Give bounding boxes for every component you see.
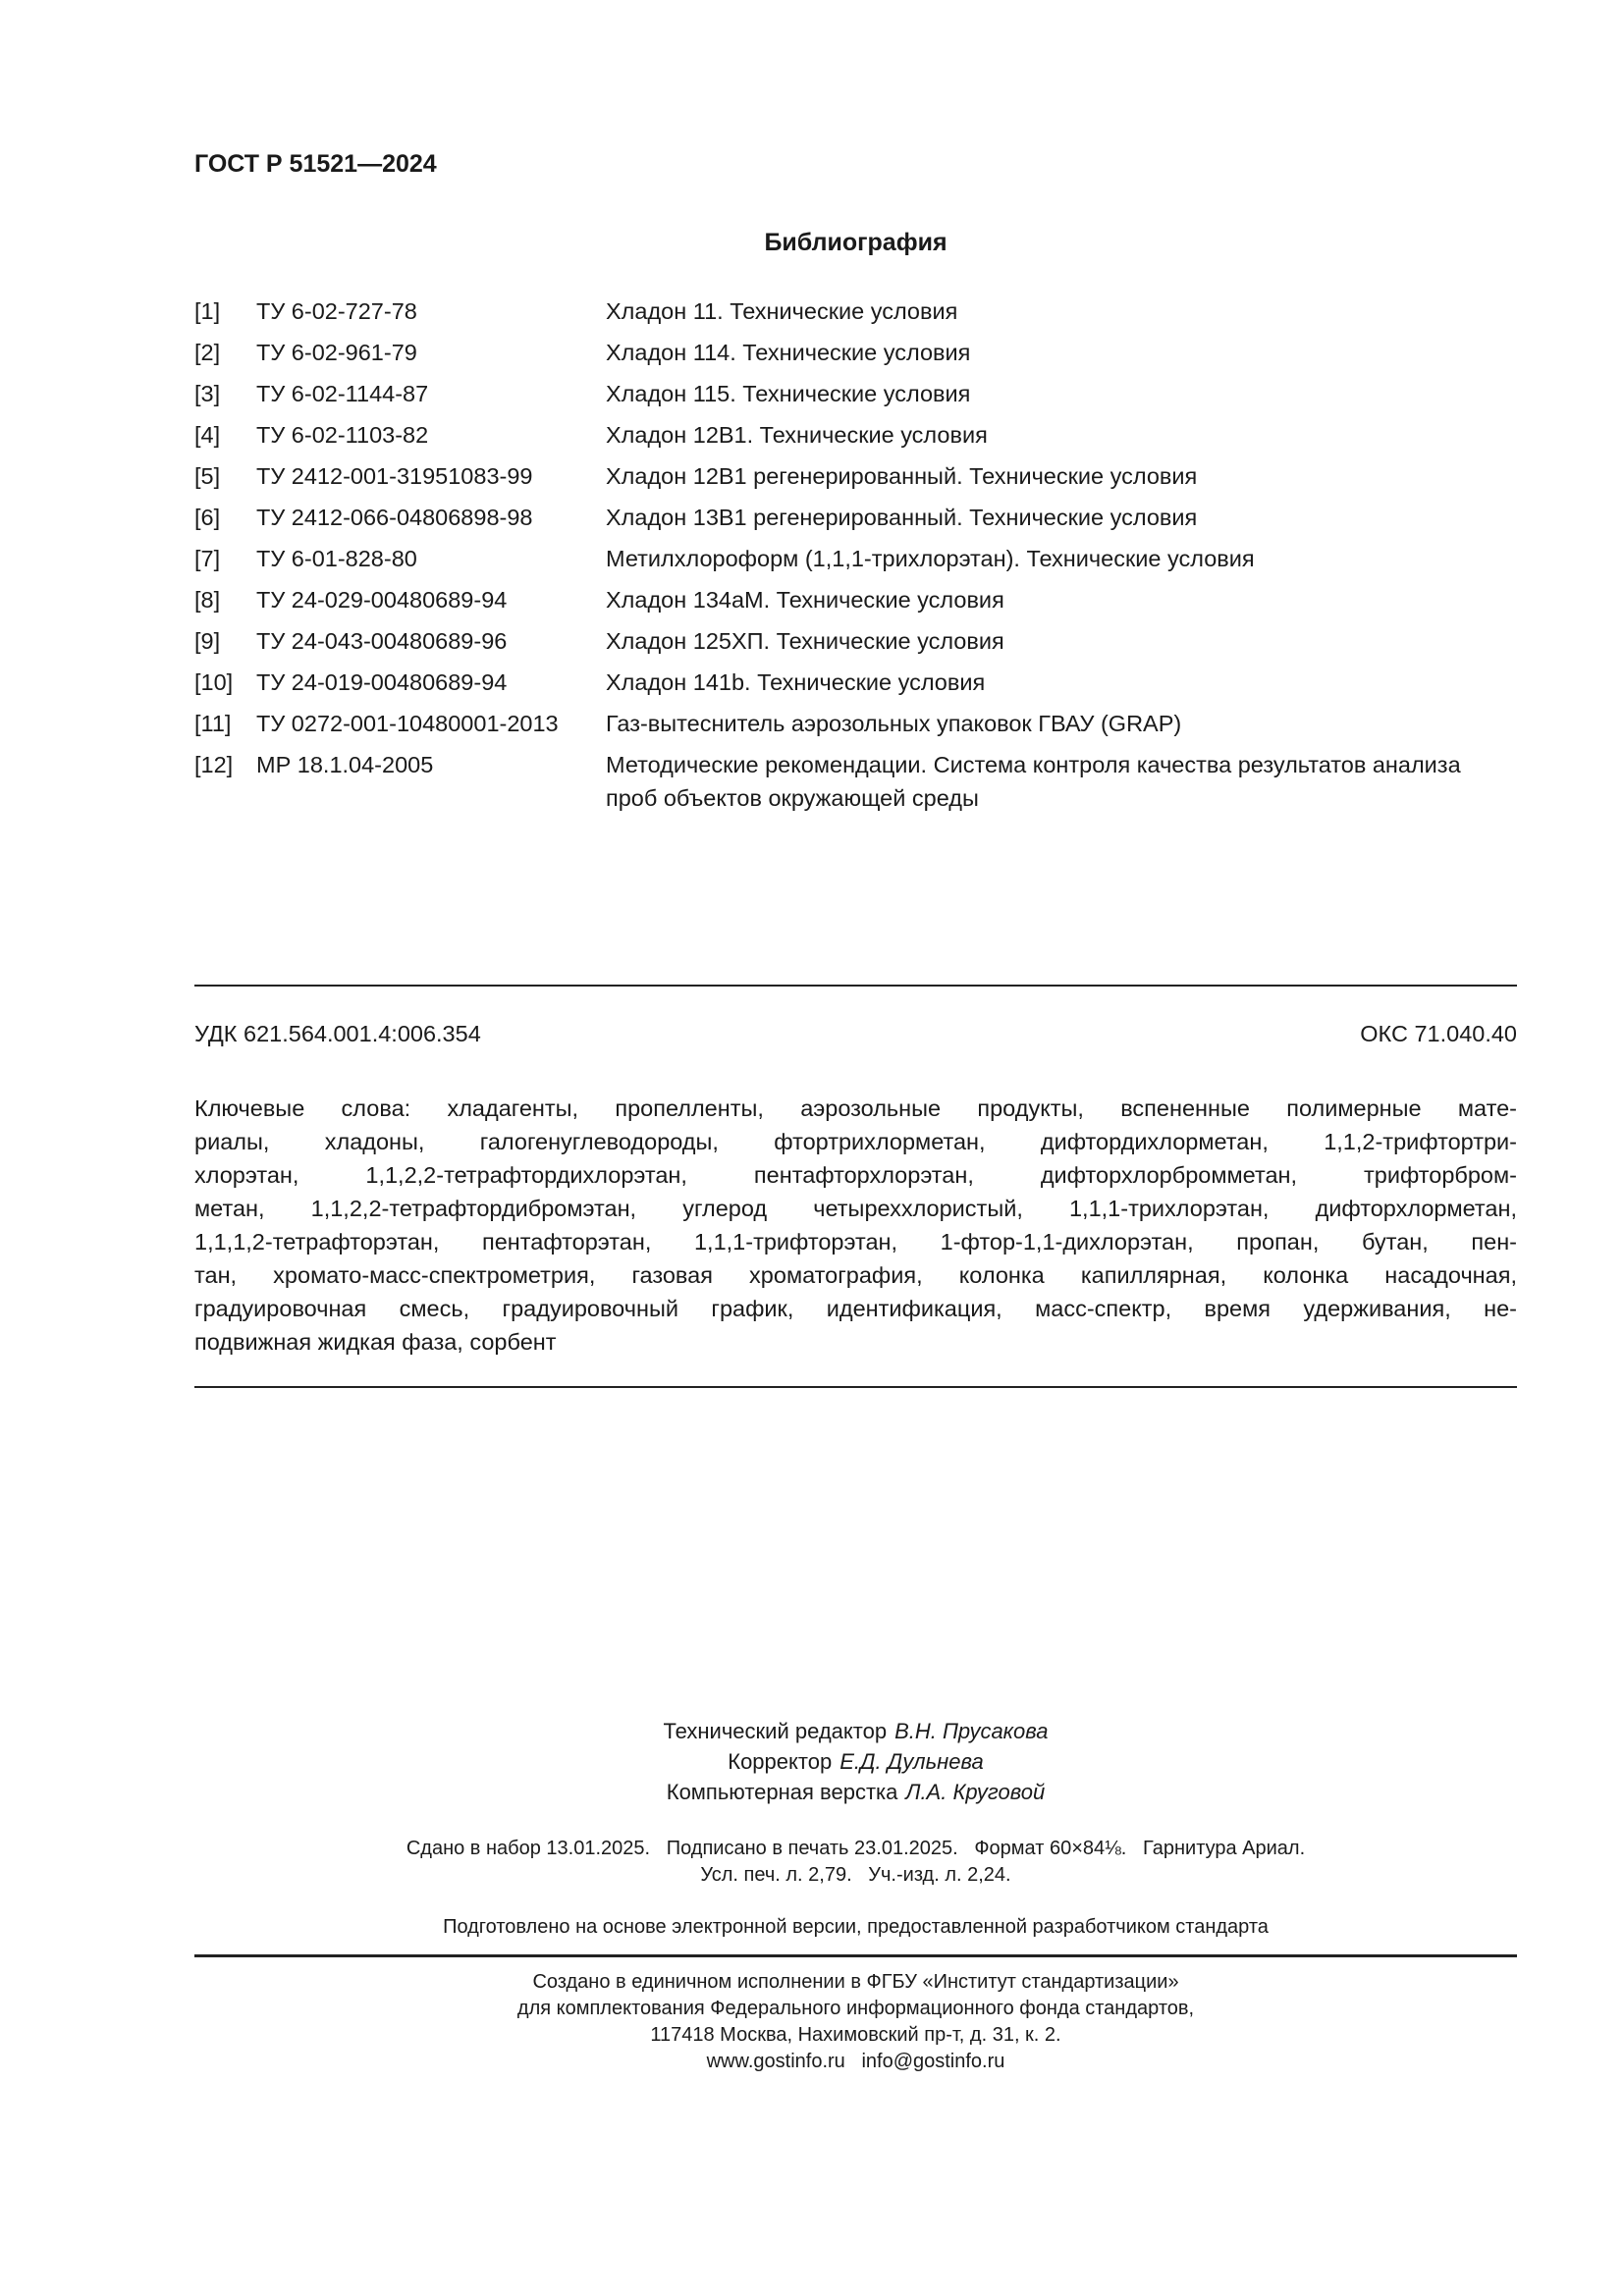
- bibliography-number: [10]: [194, 669, 234, 695]
- credit-role: Компьютерная верстка: [666, 1780, 898, 1804]
- bibliography-number: [5]: [194, 463, 221, 489]
- bibliography-code: МР 18.1.04-2005: [256, 752, 434, 777]
- publisher-line-3: 117418 Москва, Нахимовский пр-т, д. 31, к. 2.: [650, 2024, 1061, 2046]
- publisher-line-2: для комплектования Федерального информационного фонда стандартов,: [516, 1998, 1195, 2019]
- bibliography-item-title: Метилхлороформ (1,1,1-трихлорэтан). Технические условия: [606, 546, 1255, 571]
- bibliography-number: [9]: [194, 628, 221, 654]
- bibliography-number: [1]: [194, 298, 221, 324]
- keywords-line: подвижная жидкая фаза, сорбент: [194, 1329, 557, 1355]
- bibliography-number: [4]: [194, 422, 221, 448]
- udk-code: УДК 621.564.001.4:006.354: [194, 1021, 481, 1046]
- divider-keywords: [194, 1386, 1517, 1388]
- bibliography-code: ТУ 6-02-961-79: [256, 340, 417, 365]
- divider-footer: [194, 1954, 1517, 1957]
- publisher-contacts: www.gostinfo.ru info@gostinfo.ru: [706, 2051, 1005, 2072]
- bibliography-number: [11]: [194, 711, 232, 736]
- credit-name: Е.Д. Дульнева: [839, 1749, 984, 1774]
- keywords-line: Ключевые слова: хладагенты, пропелленты, аэрозольные продукты, вспененные полимерные мате-: [194, 1095, 1517, 1121]
- keywords-line: тан, хромато-масс-спектрометрия, газовая хроматография, колонка капиллярная, колонка насадочная,: [194, 1262, 1517, 1288]
- prepared-note: Подготовлено на основе электронной версии, предоставленной разработчиком стандарта: [443, 1916, 1269, 1938]
- bibliography-item-title: Хладон 12В1. Технические условия: [606, 422, 988, 448]
- bibliography-code: ТУ 6-02-1103-82: [256, 422, 429, 448]
- bibliography-item-title: Хладон 12В1 регенерированный. Технические условия: [606, 463, 1198, 489]
- keywords-line: метан, 1,1,2,2-тетрафтордибромэтан, углерод четыреххлористый, 1,1,1-трихлорэтан, дифторхлорметан,: [194, 1196, 1517, 1221]
- bibliography-item-title: Газ-вытеснитель аэрозольных упаковок ГВАУ (GRAP): [606, 711, 1182, 736]
- publisher-line-1: Создано в единичном исполнении в ФГБУ «Институт стандартизации»: [532, 1971, 1179, 1993]
- bibliography-code: ТУ 24-019-00480689-94: [256, 669, 508, 695]
- bibliography-number: [7]: [194, 546, 221, 571]
- divider-top: [194, 985, 1517, 987]
- bibliography-code: ТУ 6-01-828-80: [256, 546, 417, 571]
- credit-tech-editor: [194, 1716, 1517, 1746]
- bibliography-item-title: Хладон 11. Технические условия: [606, 298, 958, 324]
- bibliography-number: [8]: [194, 587, 221, 613]
- bibliography-item-title: Методические рекомендации. Система контроля качества результатов анализа проб объектов окружающей среды: [606, 752, 1461, 811]
- credit-role: Корректор: [728, 1749, 833, 1774]
- bibliography-item-title: Хладон 114. Технические условия: [606, 340, 971, 365]
- document-id: ГОСТ Р 51521—2024: [194, 150, 437, 178]
- credit-name: В.Н. Прусакова: [894, 1719, 1049, 1743]
- bibliography-number: [2]: [194, 340, 221, 365]
- imprint-line-2: Усл. печ. л. 2,79. Уч.-изд. л. 2,24.: [700, 1864, 1011, 1886]
- oks-code: ОКС 71.040.40: [1360, 1021, 1517, 1046]
- imprint-line-1: Сдано в набор 13.01.2025. Подписано в печать 23.01.2025. Формат 60×84⅛. Гарнитура Ариал.: [406, 1838, 1306, 1859]
- bibliography-item-title: Хладон 13В1 регенерированный. Технические условия: [606, 505, 1198, 530]
- bibliography-code: ТУ 6-02-727-78: [256, 298, 417, 324]
- keywords-line: риалы, хладоны, галогенуглеводороды, фтортрихлорметан, дифтордихлорметан, 1,1,2-трифтортри-: [194, 1129, 1517, 1154]
- bibliography-item-title: Хладон 125ХП. Технические условия: [606, 628, 1004, 654]
- bibliography-item-title: Хладон 115. Технические условия: [606, 381, 971, 406]
- bibliography-item-title: Хладон 141b. Технические условия: [606, 669, 986, 695]
- bibliography-title: Библиография: [764, 229, 947, 256]
- keywords-line: градуировочная смесь, градуировочный график, идентификация, масс-спектр, время удерживания, не-: [194, 1296, 1517, 1321]
- credit-layout: [194, 1777, 1517, 1807]
- credit-role: Технический редактор: [663, 1719, 888, 1743]
- bibliography-item-title: Хладон 134аМ. Технические условия: [606, 587, 1004, 613]
- bibliography-code: ТУ 0272-001-10480001-2013: [256, 711, 559, 736]
- bibliography-code: ТУ 24-043-00480689-96: [256, 628, 508, 654]
- bibliography-code: ТУ 2412-066-04806898-98: [256, 505, 533, 530]
- bibliography-code: ТУ 2412-001-31951083-99: [256, 463, 533, 489]
- credit-corrector: [194, 1746, 1517, 1777]
- bibliography-number: [6]: [194, 505, 221, 530]
- credit-name: Л.А. Круговой: [905, 1780, 1046, 1804]
- bibliography-code: ТУ 6-02-1144-87: [256, 381, 429, 406]
- keywords-paragraph: [194, 1092, 1517, 1359]
- bibliography-number: [3]: [194, 381, 221, 406]
- bibliography-code: ТУ 24-029-00480689-94: [256, 587, 508, 613]
- keywords-line: 1,1,1,2-тетрафторэтан, пентафторэтан, 1,1,1-трифторэтан, 1-фтор-1,1-дихлорэтан, пропан, бутан, пен-: [194, 1229, 1517, 1255]
- keywords-line: хлорэтан, 1,1,2,2-тетрафтордихлорэтан, пентафторхлорэтан, дифторхлорбромметан, трифторбром-: [194, 1162, 1517, 1188]
- bibliography-number: [12]: [194, 752, 234, 777]
